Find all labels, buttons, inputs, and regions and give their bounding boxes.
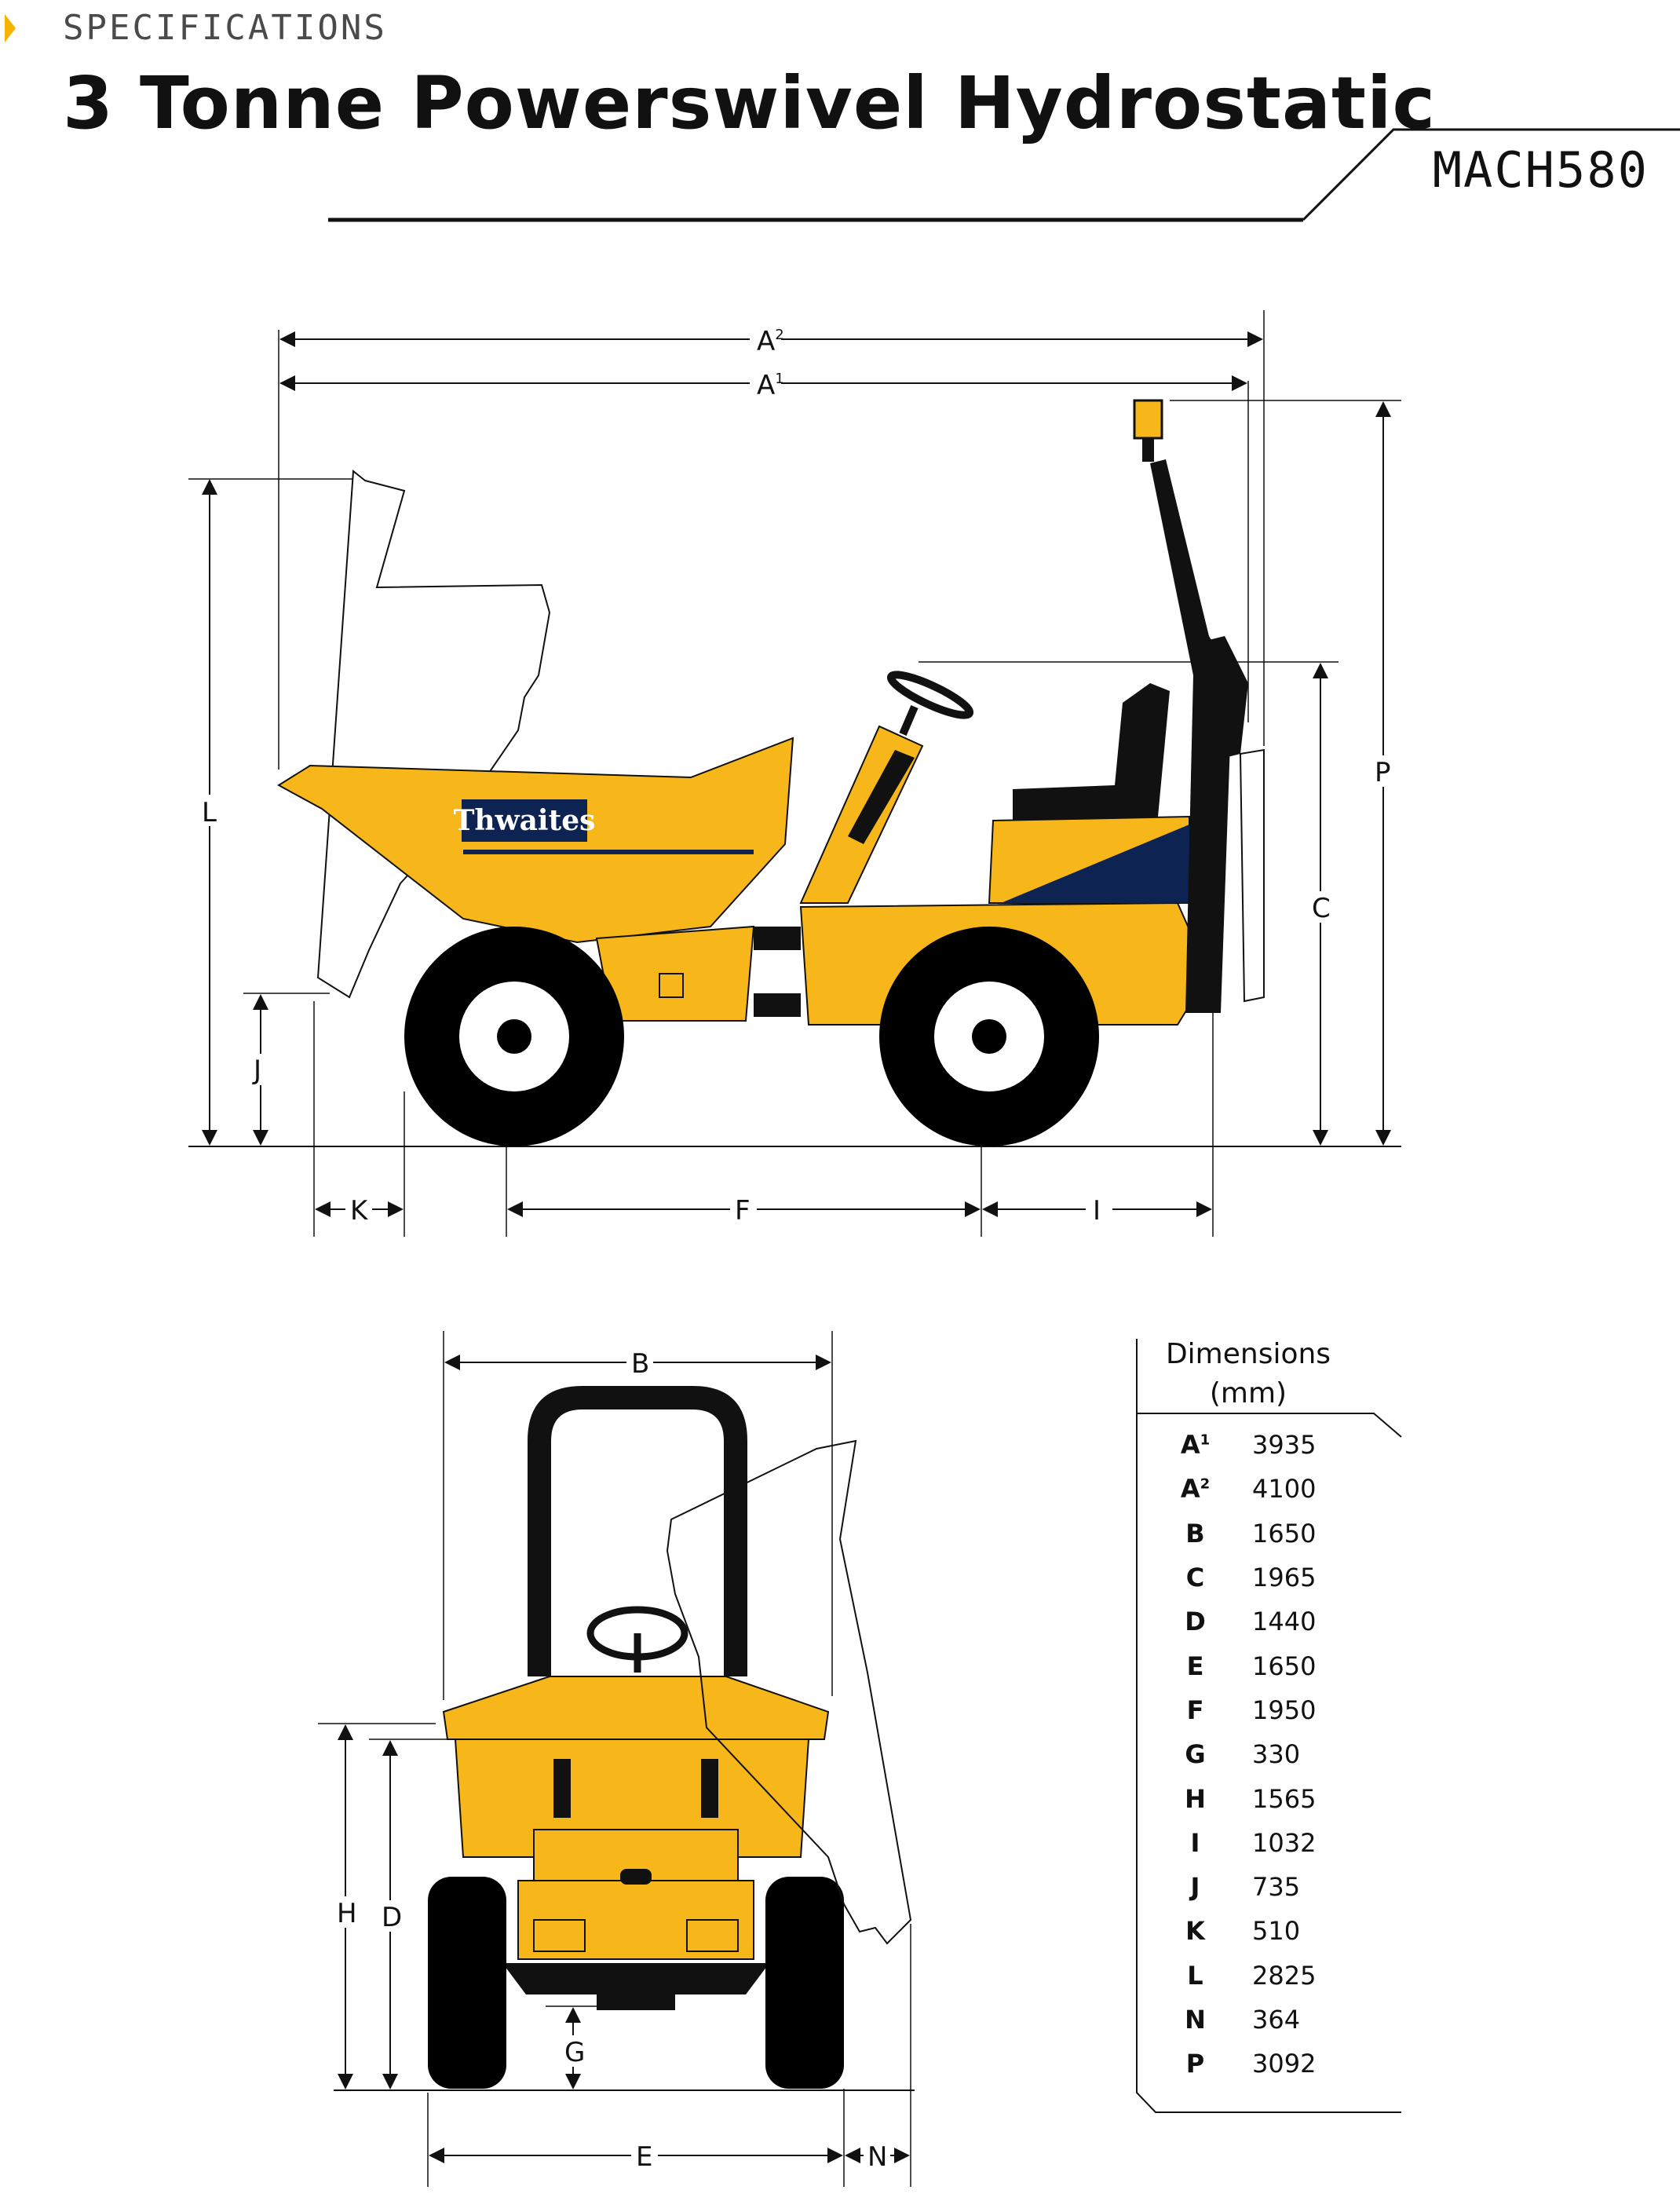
dimensions-title-line1: Dimensions	[1165, 1338, 1331, 1370]
table-row	[1138, 1556, 1390, 1600]
table-row	[1138, 1909, 1390, 1953]
dim-value: 1032	[1252, 1827, 1317, 1858]
label-b: B	[631, 1348, 650, 1380]
label-a1: $A^1$	[757, 370, 784, 401]
table-row	[1138, 1732, 1390, 1776]
label-j: J	[254, 1055, 262, 1086]
section-label: SPECIFICATIONS	[63, 8, 387, 48]
dim-value: 1950	[1252, 1695, 1317, 1725]
label-l: L	[202, 797, 217, 828]
dim-value: 3935	[1252, 1430, 1317, 1461]
table-row	[1138, 1821, 1390, 1865]
label-f: F	[735, 1195, 751, 1227]
dim-letter: E	[1186, 1651, 1204, 1681]
dim-value: 735	[1252, 1872, 1301, 1903]
dimensions-table-title	[1138, 1335, 1358, 1413]
left-tyre-icon	[428, 1877, 506, 2089]
rear-wheel-icon	[879, 927, 1099, 1146]
dim-value: 2825	[1252, 1960, 1317, 1991]
dim-value: 1650	[1252, 1651, 1317, 1681]
side-view	[188, 310, 1401, 1237]
dim-letter: G	[1185, 1739, 1206, 1770]
dim-value: 510	[1252, 1916, 1301, 1947]
dim-letter: F	[1186, 1695, 1204, 1725]
dim-value: 4100	[1252, 1474, 1317, 1505]
table-row	[1138, 1467, 1390, 1511]
model-badge: MACH580	[1432, 141, 1649, 199]
label-d: D	[382, 1902, 403, 1933]
dim-letter: N	[1185, 2005, 1206, 2035]
label-n: N	[867, 2141, 888, 2173]
table-row	[1138, 1998, 1390, 2042]
dim-value: 3092	[1252, 2049, 1317, 2079]
table-row	[1138, 2042, 1390, 2086]
front-roll-bar	[528, 1386, 747, 1676]
dimensions-title-line2: (mm)	[1209, 1377, 1287, 1409]
label-c: C	[1312, 893, 1331, 924]
dim-letter: J	[1190, 1872, 1200, 1903]
dim-value: 1965	[1252, 1563, 1317, 1593]
steering-wheel-icon	[887, 668, 973, 722]
right-tyre-icon	[765, 1877, 844, 2089]
front-wheel-icon	[404, 927, 624, 1146]
table-row	[1138, 1512, 1390, 1556]
label-g: G	[564, 2037, 586, 2068]
beacon-icon	[1134, 400, 1162, 438]
table-row	[1138, 1688, 1390, 1732]
page-title: 3 Tonne Powerswivel Hydrostatic	[63, 61, 1437, 145]
front-view	[318, 1331, 915, 2187]
table-row	[1138, 1776, 1390, 1820]
label-a2: $A^2$	[757, 326, 784, 357]
dim-letter: L	[1187, 1960, 1203, 1991]
dim-letter: I	[1190, 1827, 1200, 1858]
table-row	[1138, 1600, 1390, 1643]
dim-value: 364	[1252, 2005, 1301, 2035]
dim-letter: C	[1185, 1563, 1205, 1593]
dimensions-table	[1138, 1423, 1390, 2086]
dim-value: 1565	[1252, 1783, 1317, 1814]
dim-letter: B	[1185, 1518, 1205, 1548]
dim-letter: $A^2$	[1180, 1474, 1211, 1505]
table-row	[1138, 1954, 1390, 1998]
dim-letter: P	[1185, 2049, 1205, 2079]
label-p: P	[1375, 757, 1391, 788]
seat-icon	[1013, 683, 1170, 821]
brand-logo-text: Thwaites	[453, 804, 596, 837]
dim-letter: K	[1185, 1916, 1205, 1947]
dim-letter: H	[1185, 1783, 1206, 1814]
dim-letter: D	[1185, 1607, 1206, 1637]
label-h: H	[337, 1898, 357, 1929]
table-row	[1138, 1423, 1390, 1467]
table-row	[1138, 1643, 1390, 1687]
table-row	[1138, 1865, 1390, 1909]
dim-value: 1650	[1252, 1518, 1317, 1548]
dim-letter: $A^1$	[1180, 1430, 1211, 1461]
label-k: K	[350, 1195, 368, 1227]
dim-value: 1440	[1252, 1607, 1317, 1637]
label-i: I	[1093, 1195, 1101, 1227]
header-rule	[328, 130, 1680, 220]
dim-value: 330	[1252, 1739, 1301, 1770]
label-e: E	[636, 2141, 653, 2173]
